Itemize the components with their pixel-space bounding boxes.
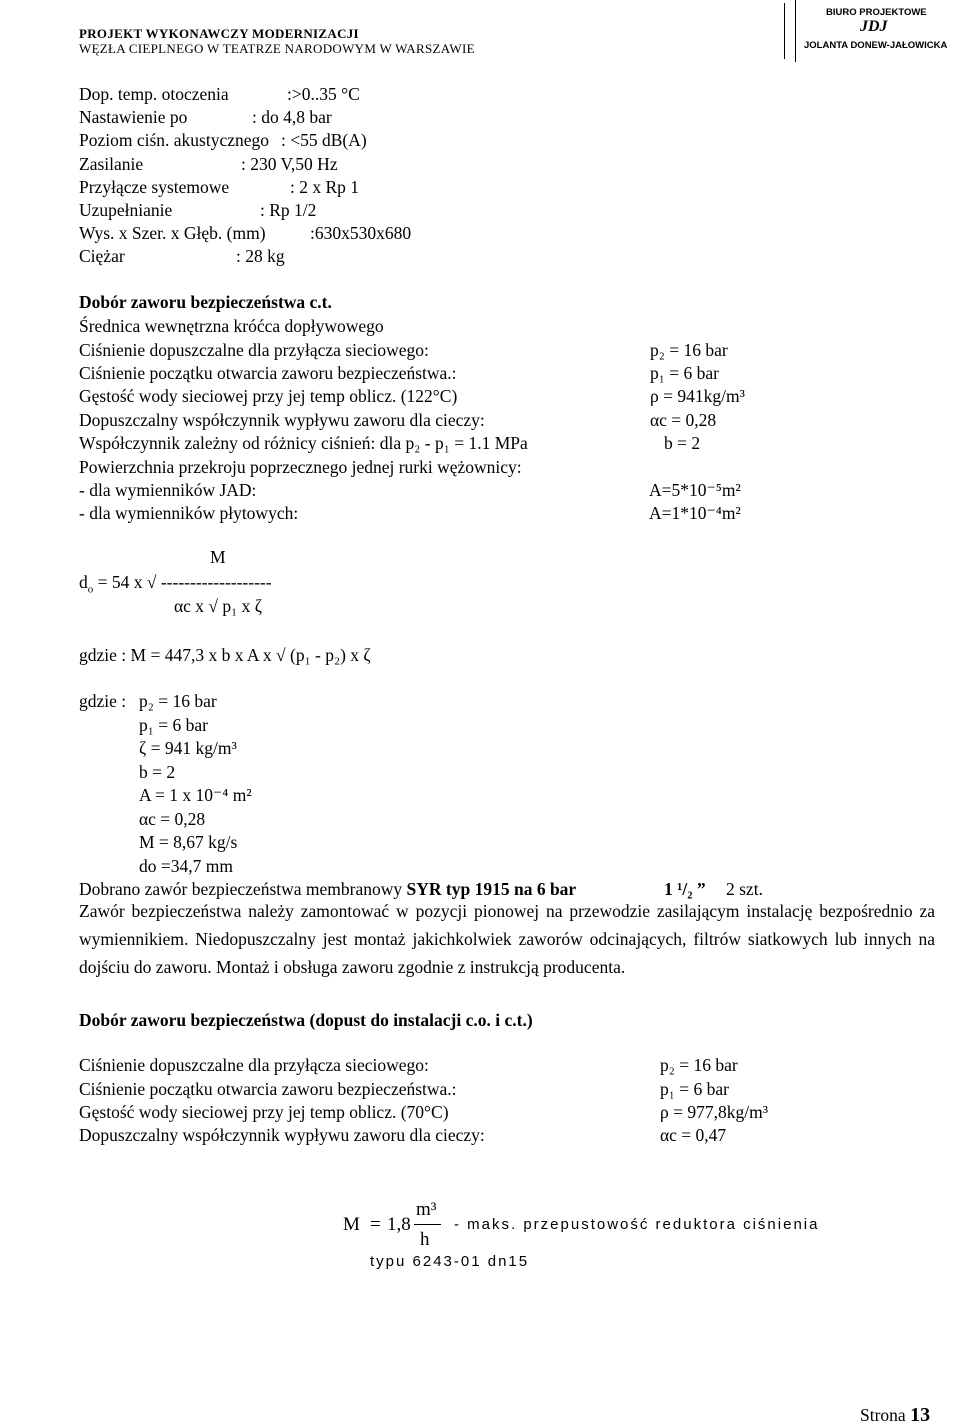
page-label: Strona — [860, 1405, 906, 1425]
row-value: p₁ = 6 bar — [650, 363, 719, 383]
header-divider-2 — [795, 0, 796, 62]
row-value: A=1*10⁻⁴m² — [649, 503, 741, 523]
param-value: : do 4,8 bar — [252, 107, 332, 127]
row-label: Współczynnik zależny od różnicy ciśnień: dla p₂ - p₁ = 1.1 MPa — [79, 433, 528, 453]
where-line-1: gdzie : M = 447,3 x b x A x √ (p₁ - p₂) x ζ — [79, 645, 371, 665]
formula2-coef: 1,8 — [387, 1214, 411, 1235]
header-office-name: JOLANTA DONEW-JAŁOWICKA — [804, 40, 948, 51]
formula2-numerator: m³ — [416, 1199, 437, 1220]
param-label: Przyłącze systemowe — [79, 177, 230, 197]
formula1-rest: = 54 x √ ------------------- — [93, 572, 272, 592]
page-value: 13 — [910, 1404, 931, 1426]
row-value: αc = 0,47 — [660, 1125, 727, 1145]
row-label: Ciśnienie początku otwarcia zaworu bezpieczeństwa.: — [79, 1079, 457, 1099]
header-divider — [784, 3, 785, 59]
row-label: Ciśnienie dopuszczalne dla przyłącza sieciowego: — [79, 1055, 429, 1075]
header-logo: JDJ — [860, 18, 888, 35]
row-label: - dla wymienników JAD: — [79, 480, 257, 500]
row-label: Dopuszczalny współczynnik wypływu zaworu dla cieczy: — [79, 1125, 485, 1145]
row-label: Dopuszczalny współczynnik wypływu zaworu dla cieczy: — [79, 410, 485, 430]
formula1-line — [79, 572, 272, 596]
param-value: :630x530x680 — [310, 223, 412, 243]
param-label: Nastawienie po — [79, 107, 188, 127]
page-number — [860, 1404, 930, 1427]
row-value: p₂ = 16 bar — [650, 340, 728, 360]
row-value: p₁ = 6 bar — [660, 1079, 729, 1099]
where-item: p₂ = 16 bar — [139, 691, 217, 711]
section1-title: Dobór zaworu bezpieczeństwa c.t. — [79, 292, 332, 312]
formula2-desc2: typu 6243-01 dn15 — [370, 1253, 530, 1270]
row-value: A=5*10⁻⁵m² — [649, 480, 741, 500]
formula1-denominator: αc x √ p₁ x ζ — [174, 596, 263, 616]
row-label: Gęstość wody sieciowej przy jej temp oblicz. (70°C) — [79, 1102, 449, 1122]
param-value: : 230 V,50 Hz — [241, 154, 338, 174]
formula2-desc: - maks. przepustowość reduktora ciśnienia — [454, 1216, 820, 1233]
row-value: ρ = 977,8kg/m³ — [660, 1102, 768, 1122]
where-item: A = 1 x 10⁻⁴ m² — [139, 785, 252, 805]
where-item: p₁ = 6 bar — [139, 715, 208, 735]
where-item: M = 8,67 kg/s — [139, 832, 238, 852]
row-label: - dla wymienników płytowych: — [79, 503, 299, 523]
formula2-denominator: h — [420, 1229, 430, 1250]
chosen-prefix: Dobrano zawór bezpieczeństwa membranowy — [79, 879, 407, 899]
param-value: : Rp 1/2 — [260, 200, 317, 220]
param-value: : <55 dB(A) — [281, 130, 367, 150]
where-item: ζ = 941 kg/m³ — [139, 738, 237, 758]
row-value: ρ = 941kg/m³ — [650, 386, 745, 406]
header-subject: WĘZŁA CIEPLNEGO W TEATRZE NARODOWYM W WARSZAWIE — [79, 41, 475, 56]
row-label: Powierzchnia przekroju poprzecznego jednej rurki wężownicy: — [79, 457, 522, 477]
formula1-lhs: d — [79, 572, 88, 592]
header-project: PROJEKT WYKONAWCZY MODERNIZACJI — [79, 26, 359, 41]
param-value: :>0..35 °C — [287, 84, 360, 104]
formula2-eq: = — [370, 1214, 381, 1235]
where-item: b = 2 — [139, 762, 176, 782]
chosen-size: 1 ¹/₂ ” — [664, 879, 706, 899]
row-value: αc = 0,28 — [650, 410, 717, 430]
section2-title: Dobór zaworu bezpieczeństwa (dopust do instalacji c.o. i c.t.) — [79, 1010, 533, 1030]
where-lead: gdzie : — [79, 691, 127, 711]
chosen-model: SYR typ 1915 na 6 bar — [406, 879, 577, 899]
where-item: do =34,7 mm — [139, 856, 233, 876]
row-value: b = 2 — [664, 433, 701, 453]
param-label: Zasilanie — [79, 154, 144, 174]
param-label: Dop. temp. otoczenia — [79, 84, 229, 104]
formula1-numerator: M — [210, 547, 226, 567]
param-label: Ciężar — [79, 246, 125, 266]
param-label: Poziom ciśn. akustycznego — [79, 130, 270, 150]
row-label: Ciśnienie dopuszczalne dla przyłącza sieciowego: — [79, 340, 429, 360]
param-label: Wys. x Szer. x Głęb. (mm) — [79, 223, 266, 243]
param-value: : 2 x Rp 1 — [290, 177, 360, 197]
where-item: αc = 0,28 — [139, 809, 206, 829]
install-paragraph: Zawór bezpieczeństwa należy zamontować w pozycji pionowej na przewodzie zasilającym instalację bezpośrednio za wymiennikiem. Niedopuszczalny jest montaż jakichkolwiek zaworów odcinających, filtrów siatkowych lub innych na dojściu do zaworu. Montaż i obsługa zaworu zgodnie z instrukcją producenta. — [79, 901, 935, 977]
formula2-fraction-bar — [414, 1224, 441, 1225]
header-office-label: BIURO PROJEKTOWE — [826, 7, 927, 18]
row-label: Średnica wewnętrzna króćca dopływowego — [79, 316, 384, 336]
chosen-qty: 2 szt. — [726, 879, 763, 899]
formula1-lhs-sub: o — [87, 583, 94, 596]
row-value: p₂ = 16 bar — [660, 1055, 738, 1075]
formula2-lhs: M — [343, 1214, 360, 1235]
param-label: Uzupełnianie — [79, 200, 173, 220]
row-label: Ciśnienie początku otwarcia zaworu bezpieczeństwa.: — [79, 363, 457, 383]
param-value: : 28 kg — [236, 246, 285, 266]
row-label: Gęstość wody sieciowej przy jej temp oblicz. (122°C) — [79, 386, 458, 406]
